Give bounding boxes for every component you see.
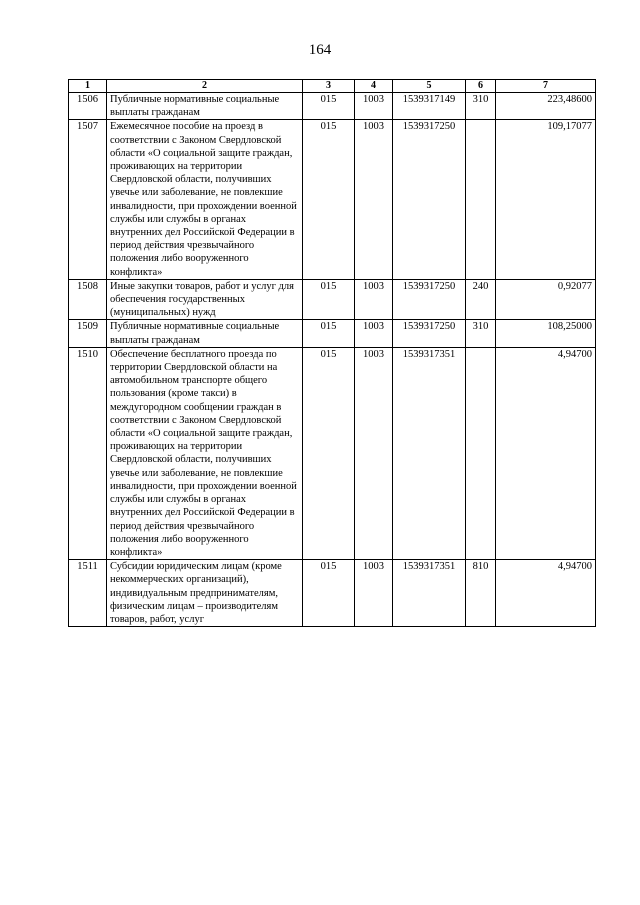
row-number: 1507: [69, 120, 107, 279]
page-number: 164: [308, 42, 332, 58]
expense-type-code: 310: [466, 93, 496, 120]
ministry-code: 015: [303, 93, 355, 120]
table-row: [69, 120, 596, 279]
row-name: Субсидии юридическим лицам (кроме некоммерческих организаций), индивидуальным предпринимателям, физическим лицам – производителям товаров, работ, услуг: [107, 560, 303, 627]
target-article-code: 1539317351: [393, 560, 466, 627]
row-number: 1509: [69, 320, 107, 347]
row-name: Публичные нормативные социальные выплаты гражданам: [107, 93, 303, 120]
amount: 0,92077: [496, 279, 596, 320]
budget-table: [68, 79, 596, 627]
ministry-code: 015: [303, 320, 355, 347]
column-header-3: 3: [303, 80, 355, 93]
row-number: 1510: [69, 347, 107, 559]
row-name: Публичные нормативные социальные выплаты гражданам: [107, 320, 303, 347]
table-row: [69, 320, 596, 347]
column-header-6: 6: [466, 80, 496, 93]
amount: 223,48600: [496, 93, 596, 120]
section-code: 1003: [355, 93, 393, 120]
section-code: 1003: [355, 347, 393, 559]
target-article-code: 1539317149: [393, 93, 466, 120]
expense-type-code: [466, 347, 496, 559]
row-name: Обеспечение бесплатного проезда по территории Свердловской области на автомобильном транспорте общего пользования (кроме такси) в междугородном сообщении граждан в соответствии с Законом Свердловской области «О социальной защите граждан, проживающих на территории Свердловской области, получивших увечье или заболевание, не повлекшие инвалидности, при прохождении военной службы или службы в органах внутренних дел Российской Федерации в период действия чрезвычайного положения либо вооруженного конфликта»: [107, 347, 303, 559]
ministry-code: 015: [303, 279, 355, 320]
row-number: 1508: [69, 279, 107, 320]
amount: 4,94700: [496, 347, 596, 559]
expense-type-code: 310: [466, 320, 496, 347]
amount: 108,25000: [496, 320, 596, 347]
ministry-code: 015: [303, 347, 355, 559]
table-row: [69, 347, 596, 559]
amount: 109,17077: [496, 120, 596, 279]
table-row: [69, 279, 596, 320]
row-name: Ежемесячное пособие на проезд в соответствии с Законом Свердловской области «О социальной защите граждан, проживающих на территории Свердловской области, получивших увечье или заболевание, не повлекшие инвалидности, при прохождении военной службы или службы в органах внутренних дел Российской Федерации в период действия чрезвычайного положения либо вооруженного конфликта»: [107, 120, 303, 279]
section-code: 1003: [355, 120, 393, 279]
row-name: Иные закупки товаров, работ и услуг для обеспечения государственных (муниципальных) нужд: [107, 279, 303, 320]
row-number: 1511: [69, 560, 107, 627]
column-header-5: 5: [393, 80, 466, 93]
column-header-2: 2: [107, 80, 303, 93]
column-header-7: 7: [496, 80, 596, 93]
expense-type-code: 810: [466, 560, 496, 627]
table-row: [69, 560, 596, 627]
target-article-code: 1539317250: [393, 279, 466, 320]
amount: 4,94700: [496, 560, 596, 627]
column-header-4: 4: [355, 80, 393, 93]
table-header-row: [69, 80, 596, 93]
ministry-code: 015: [303, 120, 355, 279]
expense-type-code: 240: [466, 279, 496, 320]
expense-type-code: [466, 120, 496, 279]
section-code: 1003: [355, 320, 393, 347]
section-code: 1003: [355, 560, 393, 627]
target-article-code: 1539317250: [393, 320, 466, 347]
column-header-1: 1: [69, 80, 107, 93]
row-number: 1506: [69, 93, 107, 120]
section-code: 1003: [355, 279, 393, 320]
ministry-code: 015: [303, 560, 355, 627]
target-article-code: 1539317250: [393, 120, 466, 279]
target-article-code: 1539317351: [393, 347, 466, 559]
table-row: [69, 93, 596, 120]
